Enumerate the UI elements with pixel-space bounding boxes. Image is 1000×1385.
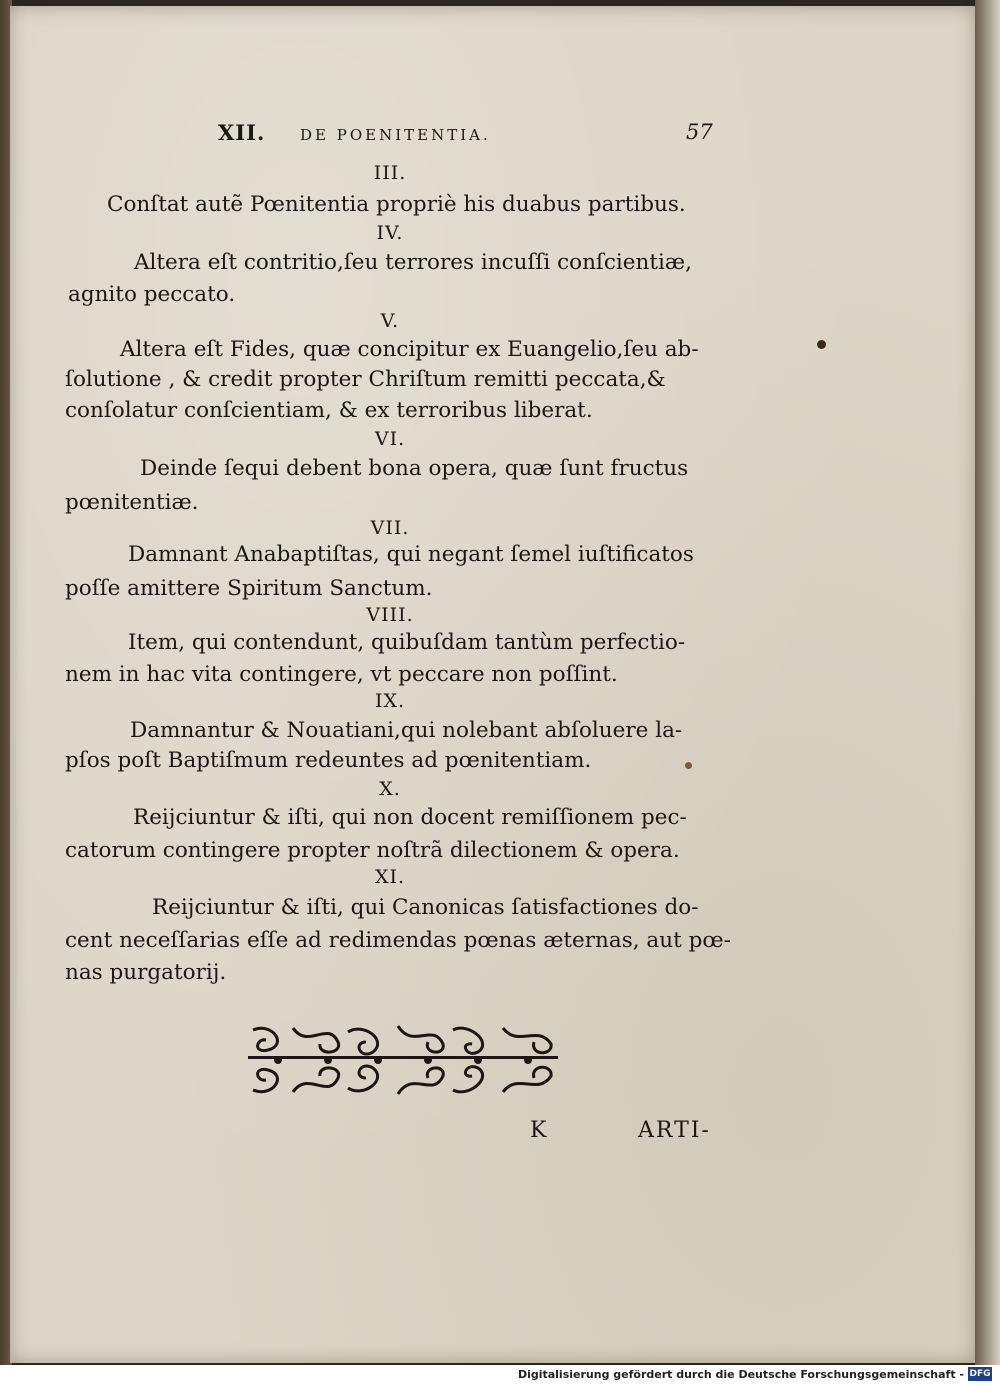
- article-line: nem in hac vita contingere, vt peccare non poſſint.: [65, 662, 618, 687]
- ink-spot: [685, 762, 692, 769]
- header-page-number: 57: [686, 120, 713, 144]
- article-line: Damnantur & Nouatiani,qui nolebant abſoluere la-: [130, 718, 683, 743]
- article-line: Conſtat autẽ Pœnitentia propriè his duabus partibus.: [107, 192, 686, 217]
- header-section-number: XII.: [218, 120, 266, 145]
- article-line: agnito peccato.: [68, 282, 236, 307]
- article-line: pſos poſt Baptiſmum redeuntes ad pœnitentiam.: [65, 748, 592, 773]
- signature-mark: K: [530, 1118, 547, 1143]
- article-numeral: VII.: [370, 517, 410, 539]
- article-numeral: IV.: [376, 222, 404, 244]
- article-line: Reijciuntur & iſti, qui non docent remiſſionem pec-: [133, 805, 687, 830]
- header-title: DE POENITENTIA.: [300, 126, 491, 144]
- scan-right-edge: [975, 0, 1000, 1365]
- article-line: Item, qui contendunt, quibuſdam tantùm perfectio-: [128, 630, 686, 655]
- article-line: poſſe amittere Spiritum Sanctum.: [65, 576, 433, 601]
- article-line: Reijciuntur & iſti, qui Canonicas ſatisfactiones do-: [152, 895, 699, 920]
- article-line: nas purgatorij.: [65, 960, 227, 985]
- article-numeral: IX.: [374, 690, 406, 712]
- catchword: ARTI-: [638, 1118, 711, 1143]
- article-line: Deinde ſequi debent bona opera, quæ ſunt fructus: [140, 456, 689, 481]
- article-line: ſolutione , & credit propter Chriſtum remitti peccata,&: [65, 367, 666, 392]
- article-numeral: VI.: [374, 428, 406, 450]
- article-numeral: X.: [379, 778, 401, 800]
- article-numeral: XI.: [374, 866, 406, 888]
- dfg-logo: DFG: [969, 1369, 991, 1379]
- article-line: Altera eſt contritio,ſeu terrores incuſſi conſcientiæ,: [134, 250, 692, 275]
- article-numeral: VIII.: [366, 604, 414, 626]
- printers-ornament-icon: [248, 1020, 558, 1100]
- article-line: Altera eſt Fides, quæ concipitur ex Euangelio,ſeu ab-: [120, 337, 699, 362]
- ink-spot: [817, 340, 826, 349]
- article-line: Damnant Anabaptiſtas, qui negant ſemel iuſtificatos: [128, 542, 694, 567]
- digitization-credit: Digitalisierung gefördert durch die Deutsche Forschungsgemeinschaft -: [517, 1368, 964, 1381]
- article-numeral: III.: [373, 162, 407, 184]
- article-line: pœnitentiæ.: [65, 490, 199, 515]
- article-numeral: V.: [380, 310, 400, 332]
- article-line: catorum contingere propter noſtrã dilectionem & opera.: [65, 838, 680, 863]
- article-line: conſolatur conſcientiam, & ex terroribus liberat.: [65, 398, 593, 423]
- article-line: cent neceſſarias eſſe ad redimendas pœnas æternas, aut pœ-: [65, 928, 731, 953]
